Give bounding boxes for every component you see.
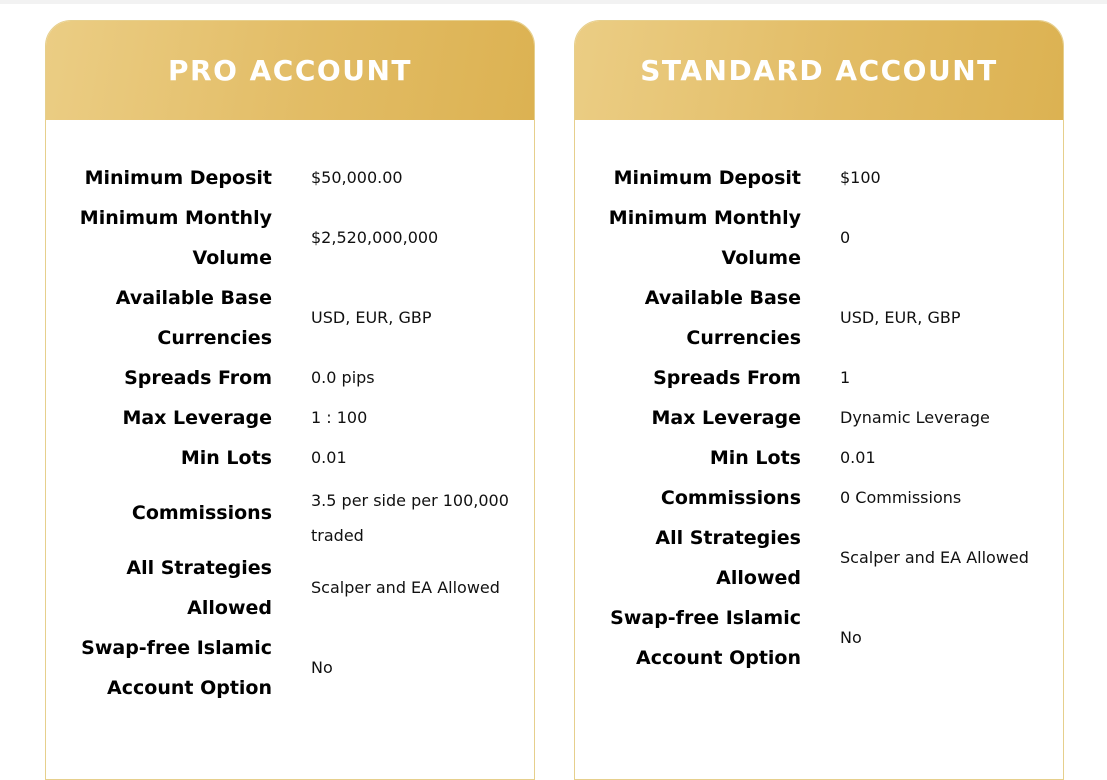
- row-value: 3.5 per side per 100,000 traded: [311, 491, 509, 545]
- standard-account-card: [574, 20, 1064, 780]
- row-label: Min Lots: [709, 447, 801, 469]
- row-label: Spreads From: [653, 367, 801, 389]
- row-value: $100: [840, 168, 881, 187]
- pro-account-title: PRO ACCOUNT: [46, 21, 534, 120]
- row-label: Max Leverage: [651, 407, 801, 429]
- row-value: 0.01: [311, 448, 347, 467]
- row-value: 0.0 pips: [311, 368, 375, 387]
- row-label: Commissions: [660, 487, 801, 509]
- row-value: USD, EUR, GBP: [311, 308, 432, 327]
- row-label: Swap-free Islamic Account Option: [610, 607, 801, 669]
- row-value: Scalper and EA Allowed: [311, 578, 500, 597]
- row-label: Minimum Monthly Volume: [79, 207, 272, 269]
- row-label: Minimum Deposit: [84, 167, 272, 189]
- row-value: Scalper and EA Allowed: [840, 548, 1029, 567]
- standard-account-title: STANDARD ACCOUNT: [575, 21, 1063, 120]
- row-value: $50,000.00: [311, 168, 403, 187]
- row-value: $2,520,000,000: [311, 228, 439, 247]
- row-label: All Strategies Allowed: [126, 557, 272, 619]
- row-value: 0: [840, 228, 851, 247]
- row-label: Minimum Deposit: [613, 167, 801, 189]
- row-label: Available Base Currencies: [644, 287, 801, 349]
- pro-account-card: [45, 20, 535, 780]
- row-value: No: [840, 628, 862, 647]
- row-label: Commissions: [131, 502, 272, 524]
- row-label: Spreads From: [124, 367, 272, 389]
- row-label: Swap-free Islamic Account Option: [81, 637, 272, 699]
- row-value: No: [311, 658, 333, 677]
- row-label: Available Base Currencies: [115, 287, 272, 349]
- row-value: Dynamic Leverage: [840, 408, 990, 427]
- row-label: Max Leverage: [122, 407, 272, 429]
- row-label: All Strategies Allowed: [655, 527, 801, 589]
- row-value: 1: [840, 368, 851, 387]
- row-label: Min Lots: [180, 447, 272, 469]
- row-value: USD, EUR, GBP: [840, 308, 961, 327]
- row-value: 0.01: [840, 448, 876, 467]
- row-value: 0 Commissions: [840, 488, 962, 507]
- top-divider: [0, 0, 1107, 4]
- row-label: Minimum Monthly Volume: [608, 207, 801, 269]
- row-value: 1 : 100: [311, 408, 368, 427]
